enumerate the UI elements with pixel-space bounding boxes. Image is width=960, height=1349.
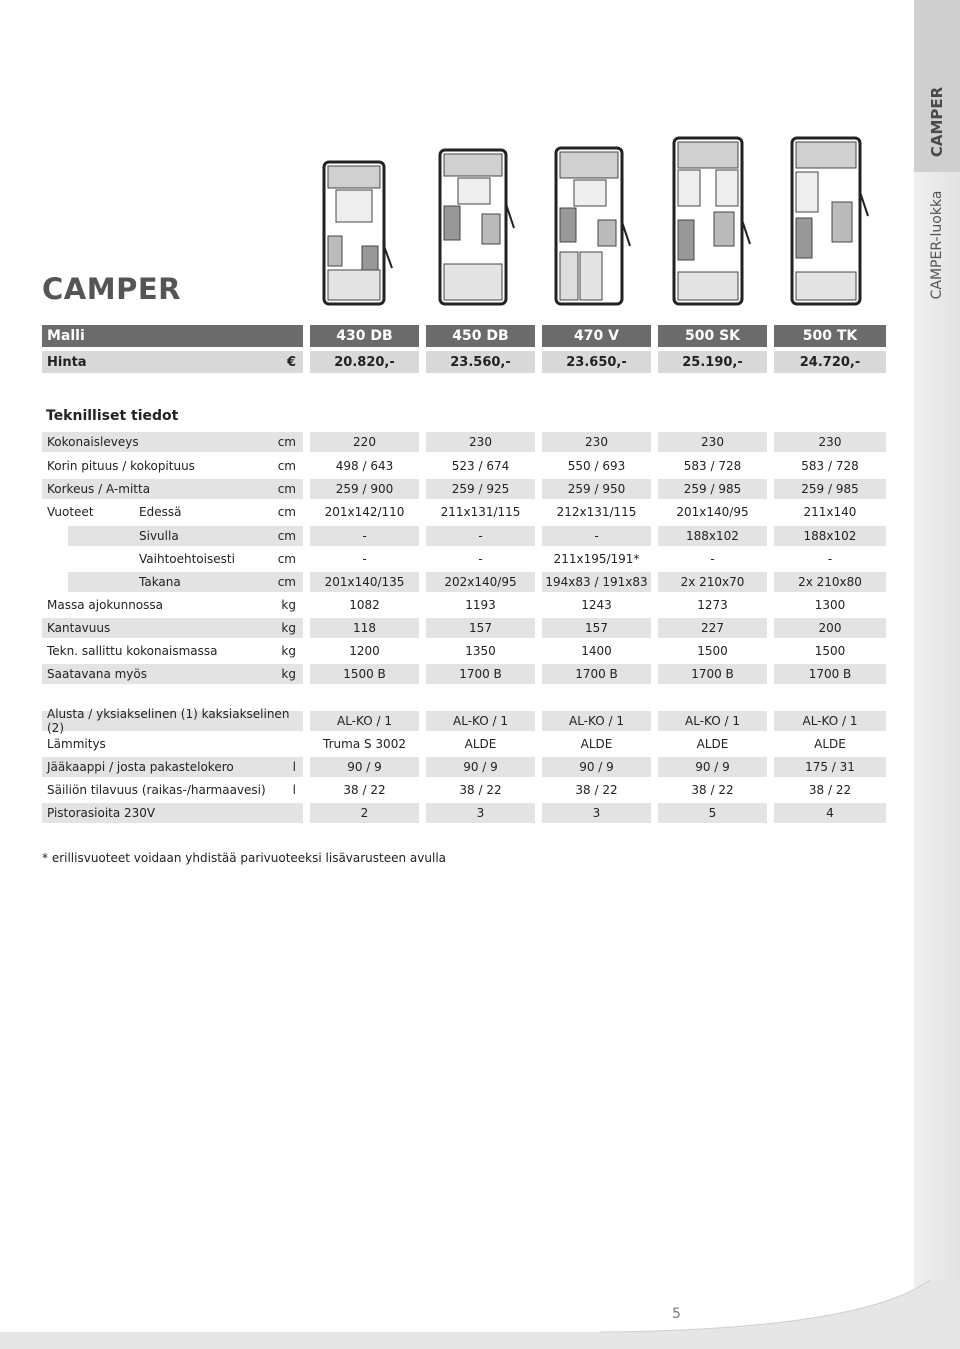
spec-value: 188x102: [774, 526, 886, 546]
spec-value: 202x140/95: [426, 572, 535, 592]
equipment-value: 2: [310, 803, 419, 823]
equipment-value: AL-KO / 1: [426, 711, 535, 731]
spec-sublabel: Takana: [139, 575, 181, 589]
side-tab-inactive-label: CAMPER-luokka: [929, 190, 945, 300]
equipment-value: ALDE: [814, 737, 846, 751]
floor-plan-430db: [318, 156, 402, 310]
spec-value: 188x102: [658, 526, 767, 546]
spec-unit: cm: [277, 435, 296, 449]
spec-value: 1700 B: [542, 664, 651, 684]
spec-value: 200: [774, 618, 886, 638]
equipment-value: Truma S 3002: [323, 737, 406, 751]
spec-value: -: [426, 526, 535, 546]
spec-label: Vuoteet: [47, 505, 94, 519]
floor-plan-470v: [550, 142, 634, 310]
equipment-value: 90 / 9: [310, 757, 419, 777]
price-label: Hinta: [42, 351, 303, 373]
spec-label: Tekn. sallittu kokonaismassa: [47, 644, 218, 658]
spec-value: 230: [542, 432, 651, 452]
spec-unit: kg: [281, 598, 296, 612]
equipment-label: Pistorasioita 230V: [42, 803, 303, 823]
equipment-value: 3: [426, 803, 535, 823]
spec-sublabel: Edessä: [139, 505, 182, 519]
model-label: Malli: [42, 325, 303, 347]
equipment-value: AL-KO / 1: [658, 711, 767, 731]
spec-value: 1273: [697, 598, 728, 612]
model-name: 430 DB: [310, 325, 419, 347]
equipment-unit: l: [292, 760, 296, 774]
spec-value: 259 / 900: [310, 479, 419, 499]
spec-value: 523 / 674: [451, 459, 510, 473]
price-value: 20.820,-: [310, 351, 419, 373]
spec-unit: cm: [277, 482, 296, 496]
currency-symbol: €: [286, 354, 296, 370]
model-name: 450 DB: [426, 325, 535, 347]
price-value: 25.190,-: [658, 351, 767, 373]
spec-value: 1500 B: [310, 664, 419, 684]
spec-value: 259 / 925: [426, 479, 535, 499]
spec-value: 1400: [581, 644, 612, 658]
side-tab-active-label: CAMPER: [928, 86, 946, 158]
equipment-label: Alusta / yksiakselinen (1) kaksiakselinen (2): [42, 711, 303, 731]
model-name: 500 SK: [658, 325, 767, 347]
equipment-value: 90 / 9: [426, 757, 535, 777]
equipment-label: Lämmitys: [47, 737, 106, 751]
spec-value: 157: [426, 618, 535, 638]
spec-value: 212x131/115: [556, 505, 637, 519]
spec-value: 211x140: [803, 505, 857, 519]
equipment-value: AL-KO / 1: [542, 711, 651, 731]
equipment-value: 175 / 31: [774, 757, 886, 777]
price-value: 23.650,-: [542, 351, 651, 373]
spec-value: -: [542, 526, 651, 546]
spec-value: 1193: [465, 598, 496, 612]
equipment-label: Jääkaappi / josta pakastelokero: [42, 757, 303, 777]
spec-value: -: [362, 552, 367, 566]
spec-value: 1500: [697, 644, 728, 658]
price-value: 24.720,-: [774, 351, 886, 373]
spec-value: 1350: [465, 644, 496, 658]
bottom-decorative-curve: [0, 1280, 960, 1349]
spec-value: 1700 B: [774, 664, 886, 684]
spec-value: 1500: [814, 644, 846, 658]
equipment-value: 90 / 9: [658, 757, 767, 777]
equipment-value: 38 / 22: [575, 783, 618, 797]
spec-unit: cm: [277, 459, 296, 473]
spec-value: -: [710, 552, 715, 566]
equipment-value: AL-KO / 1: [774, 711, 886, 731]
floor-plan-500sk: [668, 132, 752, 310]
spec-value: 227: [658, 618, 767, 638]
footnote: * erillisvuoteet voidaan yhdistää parivuoteeksi lisävarusteen avulla: [42, 851, 447, 865]
spec-value: 2x 210x80: [774, 572, 886, 592]
spec-label: Kokonaisleveys: [42, 432, 303, 452]
equipment-value: ALDE: [580, 737, 613, 751]
spec-label: Korin pituus / kokopituus: [47, 459, 195, 473]
spec-value: -: [827, 552, 833, 566]
spec-label: Korkeus / A-mitta: [42, 479, 303, 499]
equipment-value: 90 / 9: [542, 757, 651, 777]
spec-value: 1082: [349, 598, 380, 612]
equipment-value: 4: [774, 803, 886, 823]
floor-plan-450db: [434, 144, 518, 310]
spec-value: -: [310, 526, 419, 546]
equipment-value: 38 / 22: [691, 783, 734, 797]
page-number: 5: [672, 1306, 681, 1322]
spec-value: 1200: [349, 644, 380, 658]
spec-value: -: [478, 552, 483, 566]
spec-unit: kg: [281, 621, 296, 635]
spec-value: 1300: [814, 598, 846, 612]
spec-value: 259 / 985: [658, 479, 767, 499]
spec-label: Kantavuus: [42, 618, 303, 638]
spec-value: 201x140/95: [676, 505, 749, 519]
spec-value: 550 / 693: [567, 459, 626, 473]
equipment-value: 38 / 22: [343, 783, 386, 797]
section-title-technical: Teknilliset tiedot: [46, 408, 179, 424]
spec-value: 230: [426, 432, 535, 452]
spec-value: 259 / 950: [542, 479, 651, 499]
page-title: CAMPER: [42, 272, 181, 306]
spec-value: 194x83 / 191x83: [542, 572, 651, 592]
equipment-value: ALDE: [464, 737, 497, 751]
spec-value: 1243: [581, 598, 612, 612]
spec-value: 201x142/110: [324, 505, 405, 519]
spec-unit: kg: [281, 644, 296, 658]
spec-value: 230: [774, 432, 886, 452]
spec-unit: cm: [277, 505, 296, 519]
spec-value: 1700 B: [658, 664, 767, 684]
spec-label: Saatavana myös: [42, 664, 303, 684]
floor-plan-500tk: [786, 132, 870, 310]
equipment-value: ALDE: [696, 737, 729, 751]
spec-value: 118: [310, 618, 419, 638]
equipment-value: 5: [658, 803, 767, 823]
spec-unit: kg: [281, 667, 296, 681]
spec-unit: cm: [277, 552, 296, 566]
equipment-value: AL-KO / 1: [310, 711, 419, 731]
spec-value: 583 / 728: [683, 459, 742, 473]
price-value: 23.560,-: [426, 351, 535, 373]
spec-value: 201x140/135: [310, 572, 419, 592]
spec-value: 2x 210x70: [658, 572, 767, 592]
equipment-unit: l: [292, 783, 296, 797]
model-name: 470 V: [542, 325, 651, 347]
equipment-label: Säiliön tilavuus (raikas-/harmaavesi): [47, 783, 266, 797]
spec-unit: cm: [277, 529, 296, 543]
equipment-value: 38 / 22: [459, 783, 502, 797]
spec-sublabel: Vaihtoehtoisesti: [139, 552, 235, 566]
equipment-value: 38 / 22: [808, 783, 852, 797]
spec-unit: cm: [277, 575, 296, 589]
equipment-value: 3: [542, 803, 651, 823]
spec-sublabel: Sivulla: [139, 529, 179, 543]
spec-value: 211x195/191*: [553, 552, 640, 566]
spec-value: 1700 B: [426, 664, 535, 684]
spec-value: 157: [542, 618, 651, 638]
spec-value: 259 / 985: [774, 479, 886, 499]
side-tab: [914, 0, 960, 1349]
spec-value: 220: [310, 432, 419, 452]
spec-label: Massa ajokunnossa: [47, 598, 164, 612]
spec-value: 498 / 643: [335, 459, 394, 473]
spec-value: 583 / 728: [801, 459, 859, 473]
spec-value: 230: [658, 432, 767, 452]
model-name: 500 TK: [774, 325, 886, 347]
spec-value: 211x131/115: [440, 505, 521, 519]
